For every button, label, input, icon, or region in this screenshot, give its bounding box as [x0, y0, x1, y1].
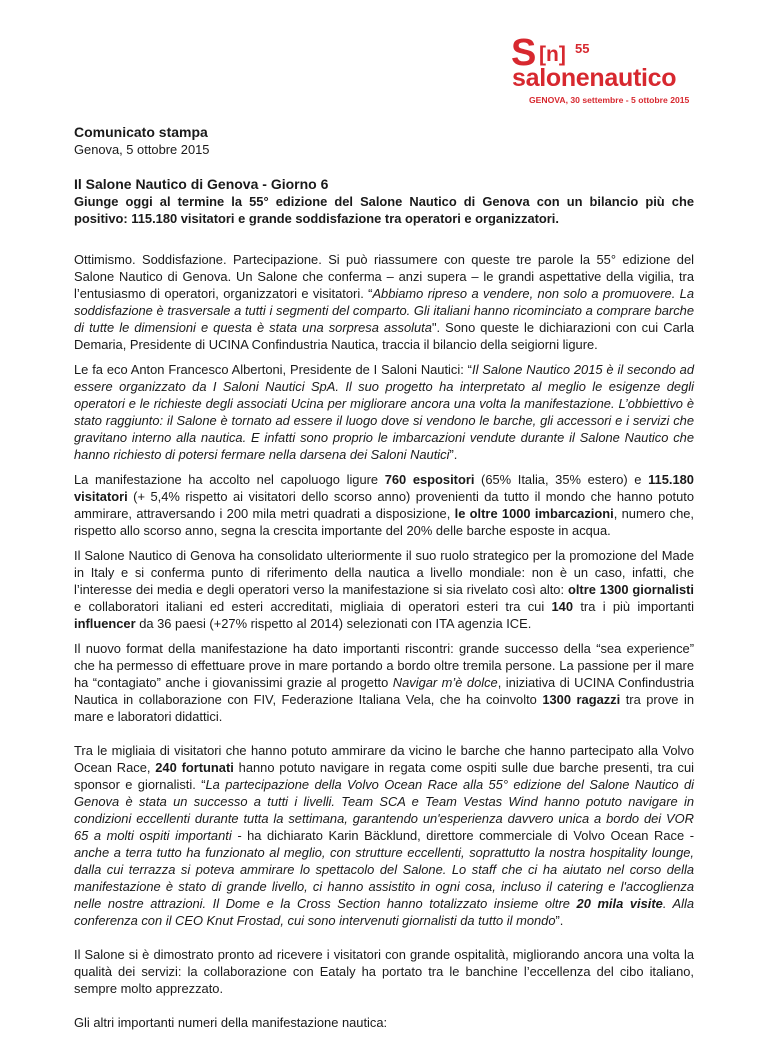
- logo-s-letter: S: [511, 32, 537, 74]
- paragraph-2: Le fa eco Anton Francesco Albertoni, Presidente de I Saloni Nautici: “Il Salone Nautico 2015 è il secondo ad essere organizzato da I Saloni Nautici SpA. Il suo progetto ha interpretato al meglio le esigenze degli operatori e le richieste degli associati Ucina per migliorare ancora una volta la manifestazione. L’obbiettivo è stato raggiunto: il Salone è tornato ad essere il luogo dove si vendono le barche, gli accessori e i servizi che gravitano interno alla nautica. E infatti sono proprio le imbarcazioni vendute durante il Salone Nautico che hanno richiesto di potersi fermare nella darsena dei Saloni Nautici”.: [74, 362, 694, 462]
- demaria-quote: Abbiamo ripreso a vendere, non solo a promuovere. La soddisfazione è trasversale a tutti i segmenti del comparto. Gli italiani hanno ricominciato a comprare barche di tutte le dimensioni e questa è stata una sorpresa assoluta: [74, 286, 695, 335]
- logo-edition-number: 55: [575, 41, 590, 56]
- logo-dates: GENOVA, 30 settembre - 5 ottobre 2015: [529, 95, 690, 105]
- paragraph-4: Il Salone Nautico di Genova ha consolidato ulteriormente il suo ruolo strategico per la promozione del Made in Italy e si conferma punto di riferimento della nautica a livello mondiale: non è un caso, infatti, che l’interesse dei media e degli operatori verso la manifestazione si sia rivelato così alto: oltre 1300 giornalisti e collaboratori italiani ed esteri accreditati, migliaia di operatori esteri tra cui 140 tra i più importanti influencer da 36 paesi (+27% rispetto al 2014) selezionati con ITA agenzia ICE.: [74, 548, 694, 631]
- paragraph-3: La manifestazione ha accolto nel capoluogo ligure 760 espositori (65% Italia, 35% estero) e 115.180 visitatori (+ 5,4% rispetto ai visitatori dello scorso anno) provenienti da tutto il mondo che hanno potuto ammirare, attraversando i 200 mila metri quadrati a disposizione, le oltre 1000 imbarcazioni, numero che, rispetto allo scorso anno, segna la crescita importante del 20% delle barche esposte in acqua.: [74, 472, 695, 538]
- salone-nautico-logo: [511, 32, 691, 110]
- dateline: Genova, 5 ottobre 2015: [74, 142, 210, 157]
- document-title: Il Salone Nautico di Genova - Giorno 6: [74, 176, 329, 192]
- paragraph-1: Ottimismo. Soddisfazione. Partecipazione. Si può riassumere con queste tre parole la 55° edizione del Salone Nautico di Genova. Un Salone che conferma – anzi supera – le grandi aspettative della vigilia, tra l’entusiasmo di operatori, organizzatori e visitatori. “Abbiamo ripreso a vendere, non solo a promuovere. La soddisfazione è trasversale a tutti i segmenti del comparto. Gli italiani hanno ricominciato a comprare barche di tutte le dimensioni e questa è stata una sorpresa assoluta". Sono queste le dichiarazioni con cui Carla Demaria, Presidente di UCINA Confindustria Nautica, traccia il bilancio della seigiorni ligure.: [74, 252, 695, 352]
- document-body: [74, 123, 694, 1039]
- paragraph-7: Il Salone si è dimostrato pronto ad ricevere i visitatori con grande ospitalità, migliorando ancora una volta la qualità dei servizi: la collaborazione con Eataly ha portato tra le banchine l’eccellenza del cibo italiano, sempre molto apprezzato.: [74, 947, 694, 996]
- logo-wordmark: salonenautico: [512, 64, 677, 92]
- paragraph-6: Tra le migliaia di visitatori che hanno potuto ammirare da vicino le barche che hanno partecipato alla Volvo Ocean Race, 240 fortunati hanno potuto navigare in regata come ospiti sulle due barche presenti, tra cui sponsor e giornalisti. “La partecipazione della Volvo Ocean Race alla 55° edizione del Salone Nautico di Genova è stata un successo a tutti i livelli. Team SCA e Team Vestas Wind hanno potuto navigare in condizioni eccellenti durante tutta la settimana, garantendo un'esperienza davvero unica a bordo dei VOR 65 a molti ospiti importanti - ha dichiarato Karin Bäcklund, direttore commerciale di Volvo Ocean Race - anche a terra tutto ha funzionato al meglio, con strutture eccellenti, soprattutto la nostra hospitality lounge, dalla cui terrazza si poteva ammirare lo spettacolo del Salone. Lo staff che ci ha aiutato nel corso della manifestazione è stato di grande livello, ci hanno assistito in ogni cosa, incluso il catering e l'accoglienza nelle nostre attrazioni. Il Dome e la Cross Section hanno totalizzato insieme oltre 20 mila visite. Alla conferenza con il CEO Knut Frostad, cui sono intervenuti giornalisti da tutto il mondo”.: [74, 743, 694, 928]
- logo-n-bracket: [n]: [539, 43, 566, 66]
- paragraph-8: Gli altri importanti numeri della manifestazione nautica:: [74, 1015, 388, 1030]
- document-subtitle: Giunge oggi al termine la 55° edizione del Salone Nautico di Genova con un bilancio più che positivo: 115.180 visitatori e grande soddisfazione tra operatori e organizzatori.: [74, 194, 694, 226]
- press-release-label: Comunicato stampa: [74, 124, 208, 140]
- paragraph-5: Il nuovo format della manifestazione ha dato importanti riscontri: grande successo della “sea experience” che ha permesso di effettuare prove in mare portando a bordo oltre tremila persone. La passione per il mare ha “contagiato” anche i giovanissimi grazie al progetto Navigar m’è dolce, iniziativa di UCINA Confindustria Nautica in collaborazione con FIV, Federazione Italiana Vela, che ha coinvolto 1300 ragazzi tra prove in mare e laboratori didattici.: [74, 641, 694, 724]
- albertoni-quote: Il Salone Nautico 2015 è il secondo ad essere organizzato da I Saloni Nautici SpA. Il suo progetto ha interpretato al meglio le esigenze degli operatori e le richieste degli associati Ucina per migliorare ancora una volta la manifestazione. L’obbiettivo è stato raggiunto: il Salone è tornato ad essere il luogo dove si vendono le barche, gli accessori e i servizi che gravitano interno alla nautica. E infatti sono proprio le imbarcazioni vendute durante il Salone Nautico che hanno richiesto di potersi fermare nella darsena dei Saloni Nautici: [74, 362, 694, 462]
